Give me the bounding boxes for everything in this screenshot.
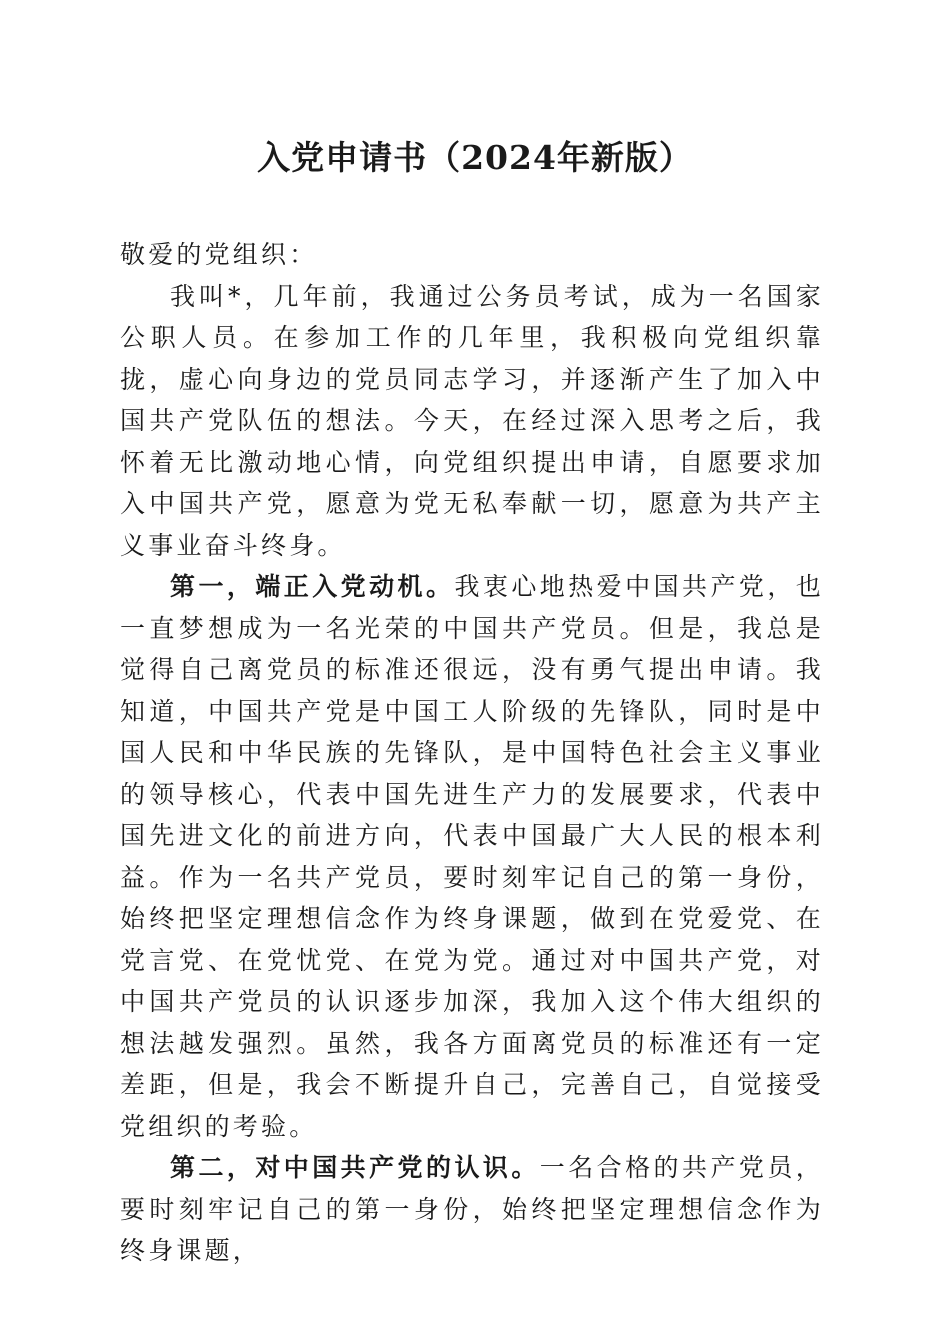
paragraph-intro bbox=[120, 276, 824, 567]
paragraph-lead-heading: 第二，对中国共产党的认识。 bbox=[170, 1153, 540, 1182]
paragraph-second-point bbox=[120, 1147, 824, 1272]
paragraph-first-point bbox=[120, 566, 824, 1147]
paragraph-text: 一名合格的共产党员，要时刻牢记自己的第一身份，始终把坚定理想信念作为终身课题， bbox=[120, 1153, 824, 1265]
document-title: 入党申请书（2024年新版） bbox=[257, 138, 693, 177]
paragraph-lead-heading: 第一，端正入党动机。 bbox=[170, 572, 455, 601]
paragraph-text: 我衷心地热爱中国共产党，也一直梦想成为一名光荣的中国共产党员。但是，我总是觉得自己离党员的标准还很远，没有勇气提出申请。我知道，中国共产党是中国工人阶级的先锋队，同时是中国人民和中华民族的先锋队，是中国特色社会主义事业的领导核心，代表中国先进生产力的发展要求，代表中国先进文化的前进方向，代表中国最广大人民的根本利益。作为一名共产党员，要时刻牢记自己的第一身份，始终把坚定理想信念作为终身课题，做到在党爱党、在党言党、在党忧党、在党为党。通过对中国共产党，对中国共产党员的认识逐步加深，我加入这个伟大组织的想法越发强烈。虽然，我各方面离党员的标准还有一定差距，但是，我会不断提升自己，完善自己，自觉接受党组织的考验。 bbox=[120, 572, 824, 1141]
paragraph-text: 我叫*，几年前，我通过公务员考试，成为一名国家公职人员。在参加工作的几年里，我积极向党组织靠拢，虚心向身边的党员同志学习，并逐渐产生了加入中国共产党队伍的想法。今天，在经过深入思考之后，我怀着无比激动地心情，向党组织提出申请，自愿要求加入中国共产党，愿意为党无私奉献一切，愿意为共产主义事业奋斗终身。 bbox=[120, 281, 824, 560]
salutation: 敬爱的党组织： bbox=[120, 240, 318, 269]
document-body bbox=[120, 234, 824, 1272]
